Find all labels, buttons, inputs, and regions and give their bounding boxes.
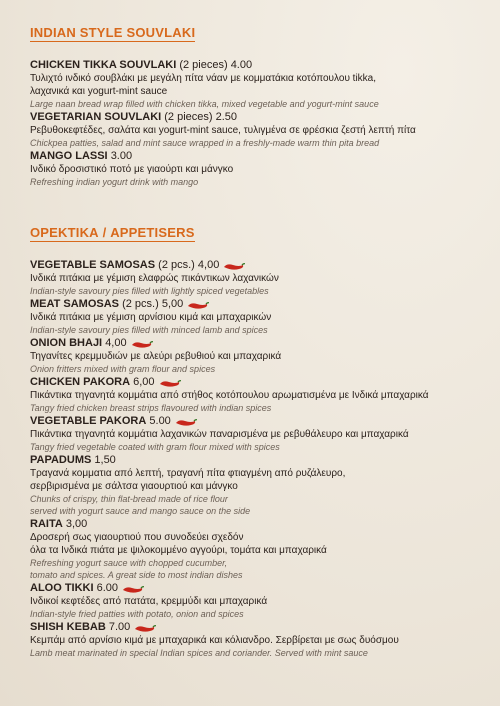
item-name: PAPADUMS [30, 454, 92, 466]
menu-item [30, 58, 490, 110]
item-name: CHICKEN TIKKA SOUVLAKI [30, 59, 177, 71]
menu-item-header [30, 517, 490, 531]
item-description-english: Large naan bread wrap filled with chicken tikka, mixed vegetable and yogurt-mint sauce [30, 99, 379, 109]
item-name: VEGETABLE SAMOSAS [30, 259, 156, 271]
item-name: RAITA [30, 518, 63, 530]
chili-pepper-icon [159, 378, 181, 387]
menu-item-header [30, 297, 490, 311]
item-portion: (2 pieces) [179, 59, 228, 71]
menu-item-header [30, 453, 490, 467]
item-price: 2.50 [215, 111, 238, 123]
item-portion: (2 pieces) [164, 111, 213, 123]
chili-pepper-icon [134, 623, 156, 632]
item-description-greek: Τυλιχτό ινδικό σουβλάκι με μεγάλη πίτα νάαν με κομματάκια κοτόπουλου tikka, [30, 73, 377, 84]
item-description-greek: Κεμπάμ από αρνίσιο κιμά με μπαχαρικά και κόλιανδρο. Σερβίρεται με σως δυόσμου [30, 635, 399, 646]
menu-item-header [30, 110, 490, 124]
item-description-english: Indian-style savoury pies filled with minced lamb and spices [30, 325, 268, 335]
item-price: 3,00 [65, 518, 88, 530]
item-description-greek: Ινδικοί κεφτέδες από πατάτα, κρεμμύδι και μπαχαρικά [30, 596, 268, 607]
item-description-greek: Πικάντικα τηγανητά κομμάτια από στήθος κοτόπουλου αρωματισμένα με Ινδικά μπαχαρικά [30, 390, 429, 401]
item-description-english: Indian-style fried patties with potato, onion and spices [30, 609, 244, 619]
menu-section [30, 224, 490, 659]
item-name: MANGO LASSI [30, 150, 108, 162]
item-description-greek: όλα τα Ινδικά πιάτα με ψιλοκομμένο αγγούρι, τομάτα και μπαχαρικά [30, 545, 327, 556]
menu-page [30, 24, 490, 659]
item-description-english: tomato and spices. A great side to most indian dishes [30, 570, 243, 580]
menu-item [30, 297, 490, 336]
item-description-english: Onion fritters mixed with gram flour and spices [30, 364, 216, 374]
item-price: 7.00 [108, 621, 131, 633]
item-description-greek: Δροσερή σως γιαουρτιού που συνοδεύει σχεδόν [30, 532, 244, 543]
item-name: SHISH KEBAB [30, 621, 106, 633]
menu-item-header [30, 581, 490, 595]
menu-item-header [30, 620, 490, 634]
menu-item-header [30, 375, 490, 389]
section-items [30, 258, 490, 659]
item-name: VEGETARIAN SOUVLAKI [30, 111, 162, 123]
menu-item [30, 517, 490, 581]
item-description-greek: Τραγανά κομματια από λεπτή, τραγανή πίτα φτιαγμένη από ρυζάλευρο, [30, 468, 346, 479]
item-name: CHICKEN PAKORA [30, 376, 131, 388]
section-title: INDIAN STYLE SOUVLAKI [30, 25, 196, 40]
item-price: 1,50 [94, 454, 116, 466]
item-description-greek: λαχανικά και yogurt-mint sauce [30, 86, 168, 97]
menu-section [30, 24, 490, 188]
item-description-english: Indian-style savoury pies filled with lightly spiced vegetables [30, 286, 269, 296]
item-description-greek: Ρεβυθοκεφτέδες, σαλάτα και yogurt-mint sauce, τυλιγμένα σε φρέσκια ζεστή λεπτή πίτα [30, 125, 416, 136]
chili-pepper-icon [175, 417, 197, 426]
chili-pepper-icon [223, 261, 245, 270]
chili-pepper-icon [131, 339, 153, 348]
item-name: ALOO TIKKI [30, 582, 94, 594]
section-items [30, 58, 490, 188]
menu-item [30, 258, 490, 297]
item-description-greek: Πικάντικα τηγανητά κομμάτια λαχανικών παναρισμένα με ρεβυθάλευρο και μπαχαρικά [30, 429, 409, 440]
item-price: 6,00 [133, 376, 155, 388]
item-price: 4,00 [197, 259, 220, 271]
item-description-english: Chunks of crispy, thin flat-bread made of rice flour [30, 494, 228, 504]
item-description-english: Chickpea patties, salad and mint sauce wrapped in a freshly-made warm thin pita bread [30, 138, 380, 148]
chili-pepper-icon [187, 300, 209, 309]
menu-item [30, 110, 490, 149]
item-price: 3.00 [110, 150, 133, 162]
item-description-english: served with yogurt sauce and mango sauce on the side [30, 506, 251, 516]
menu-item [30, 149, 490, 188]
menu-item [30, 336, 490, 375]
item-price: 5.00 [149, 415, 171, 427]
item-description-english: Tangy fried vegetable coated with gram flour mixed with spices [30, 442, 280, 452]
menu-item-header [30, 58, 490, 72]
item-description-greek: Τηγανίτες κρεμμυδιών με αλεύρι ρεβυθιού και μπαχαρικά [30, 351, 282, 362]
item-description-greek: Ινδικά πιτάκια με γέμιση ελαφρώς πικάντικων λαχανικών [30, 273, 279, 284]
item-description-english: Refreshing indian yogurt drink with mango [30, 177, 199, 187]
menu-item-header [30, 336, 490, 350]
menu-item [30, 375, 490, 414]
item-description-greek: Ινδικά πιτάκια με γέμιση αρνίσιου κιμά και μπαχαρικών [30, 312, 272, 323]
item-name: VEGETABLE PAKORA [30, 415, 147, 427]
item-description-english: Tangy fried chicken breast strips flavoured with indian spices [30, 403, 272, 413]
item-price: 4.00 [230, 59, 253, 71]
item-price: 6.00 [96, 582, 119, 594]
menu-item [30, 581, 490, 620]
item-name: MEAT SAMOSAS [30, 298, 120, 310]
menu-item-header [30, 149, 490, 163]
chili-pepper-icon [122, 584, 144, 593]
menu-item-header [30, 414, 490, 428]
item-description-greek: Ινδικό δροσιστικό ποτό με γιαούρτι και μάνγκο [30, 164, 234, 175]
menu-item [30, 414, 490, 453]
item-portion: (2 pcs.) [122, 298, 159, 310]
menu-item [30, 620, 490, 659]
item-name: ONION BHAJI [30, 337, 103, 349]
item-price: 4,00 [105, 337, 127, 349]
section-title: ΟΡΕΚΤΙΚΑ / APPETISERS [30, 225, 195, 240]
item-description-greek: σερβιρισμένα με σάλτσα γιαουρτιού και μάνγκο [30, 481, 238, 492]
item-description-english: Lamb meat marinated in special Indian spices and coriander. Served with mint sauce [30, 648, 368, 658]
menu-item [30, 453, 490, 517]
item-description-english: Refreshing yogurt sauce with chopped cucumber, [30, 558, 228, 568]
item-price: 5,00 [161, 298, 184, 310]
item-portion: (2 pcs.) [158, 259, 195, 271]
menu-item-header [30, 258, 490, 272]
